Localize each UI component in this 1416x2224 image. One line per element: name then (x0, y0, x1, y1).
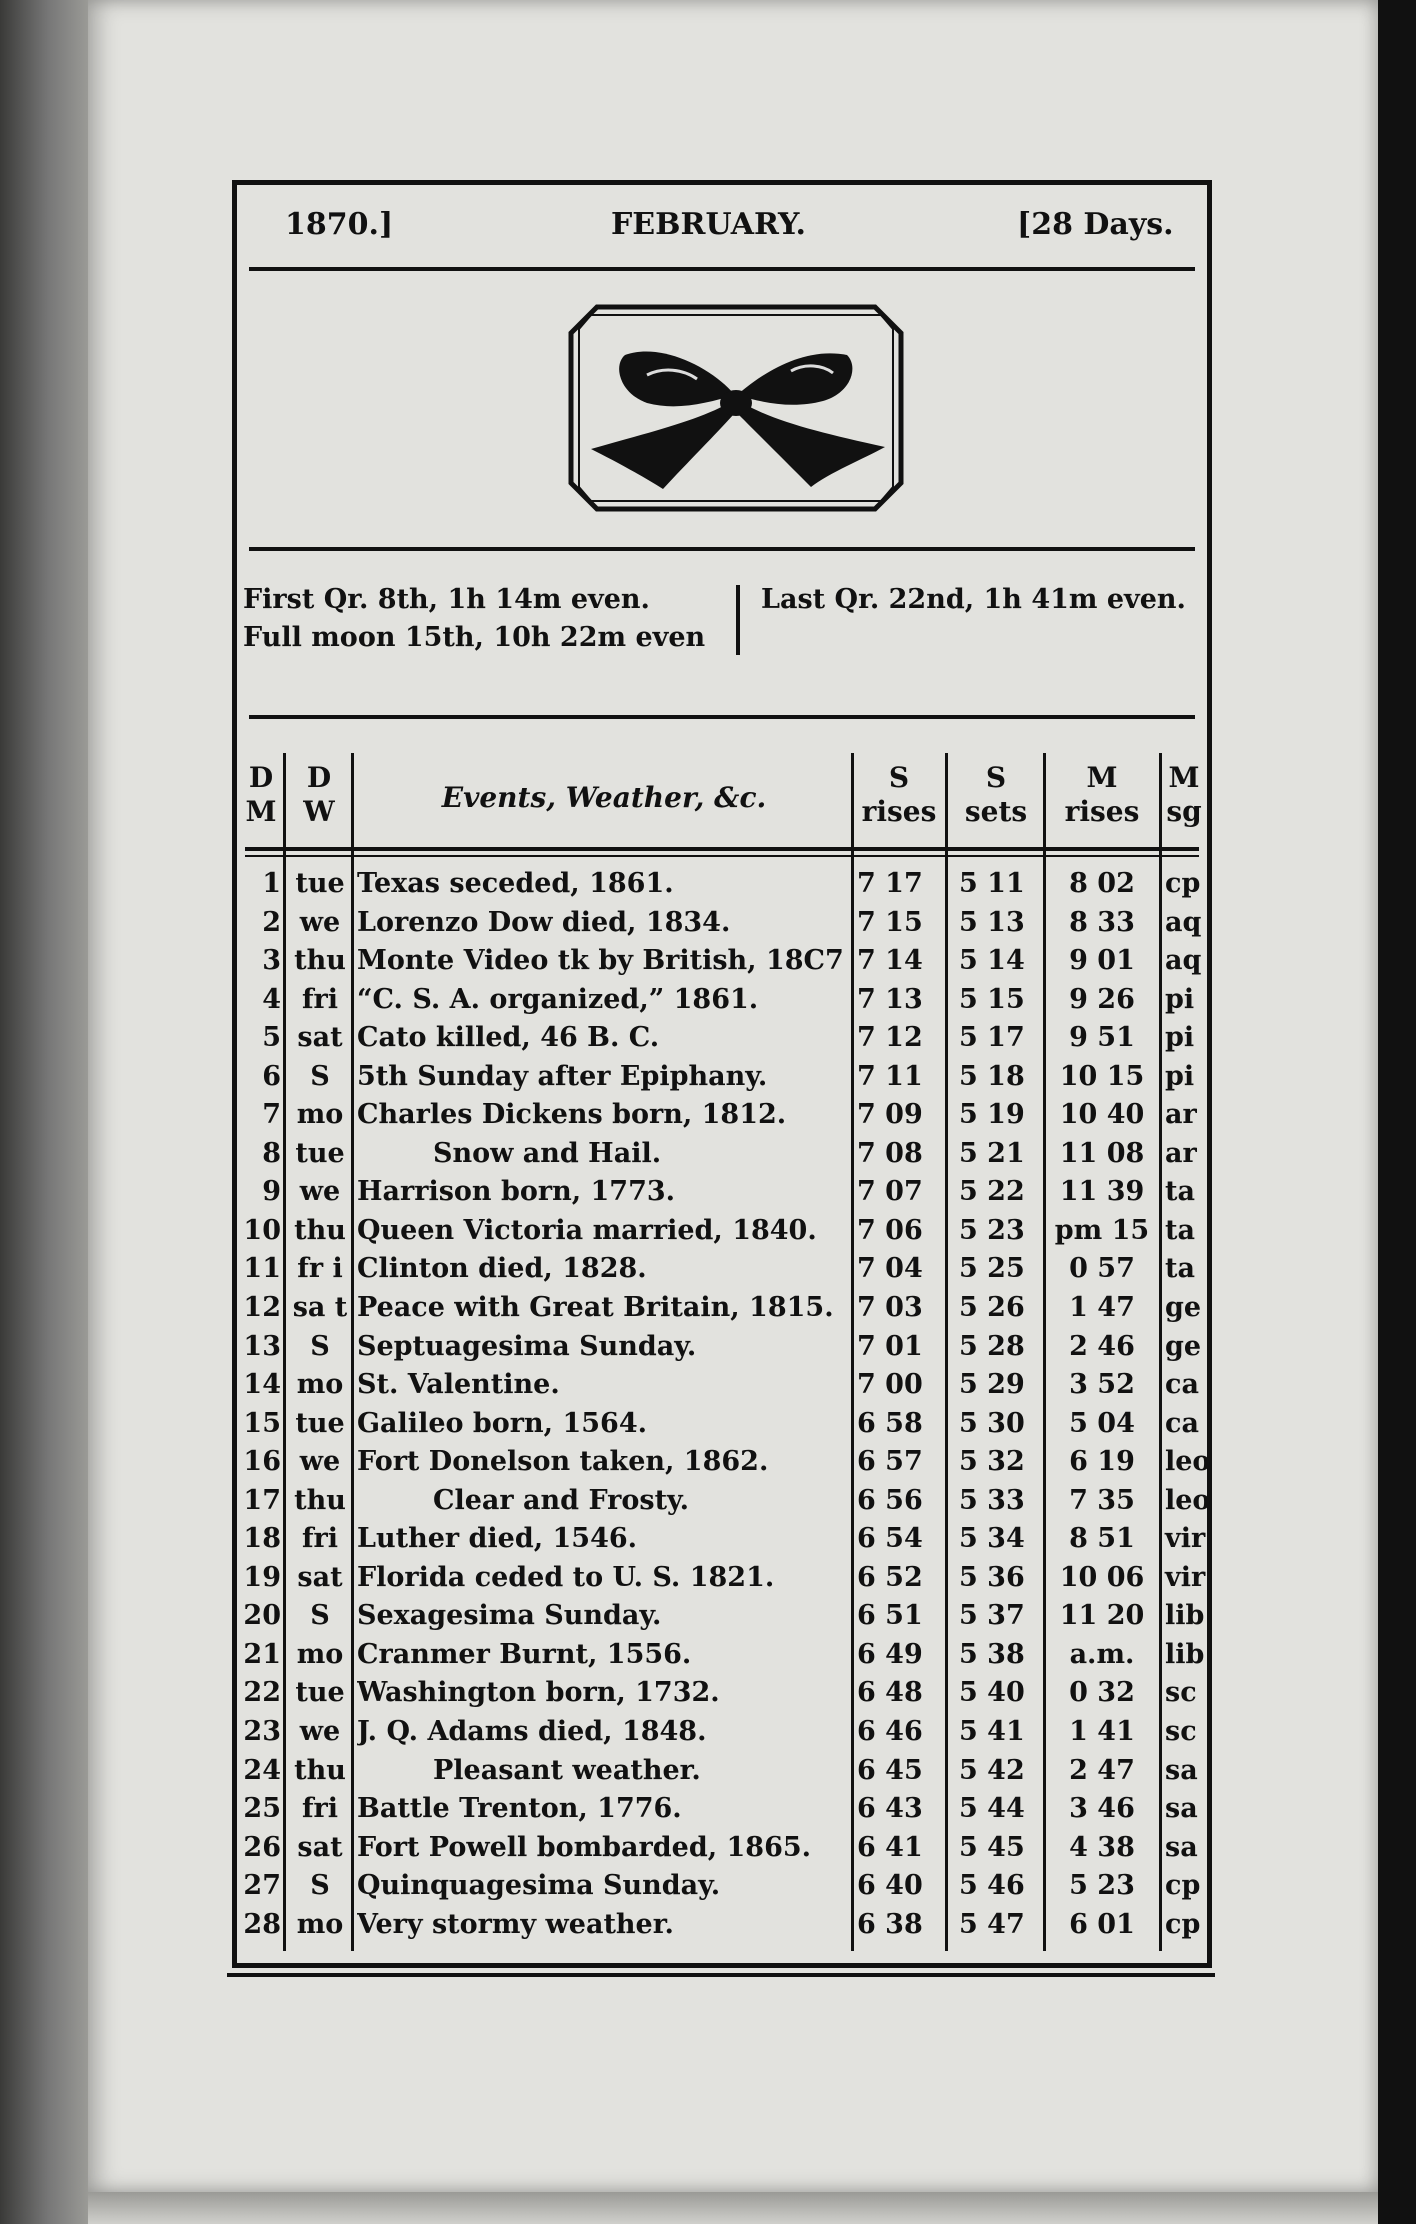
event-text: 5th Sunday after Epiphany. (357, 1060, 768, 1092)
header-dw: D W (303, 761, 335, 828)
first-quarter: First Qr. 8th, 1h 14m even. (243, 584, 650, 615)
sun-rises: 7 15 (857, 906, 923, 938)
moon-rises: 0 57 (1069, 1253, 1135, 1285)
moon-sign: leo (1165, 1446, 1211, 1478)
table-row (237, 1906, 1207, 1945)
moon-sign: pi (1165, 1060, 1195, 1092)
day-of-week: we (299, 1716, 341, 1748)
sun-sets: 5 42 (959, 1754, 1025, 1786)
sun-sets: 5 22 (959, 1176, 1025, 1208)
sun-rises: 6 38 (857, 1908, 923, 1940)
header-sun-sets: S sets (964, 761, 1028, 828)
sun-sets: 5 30 (959, 1407, 1025, 1439)
day-of-month: 26 (243, 1831, 281, 1863)
moon-sign: lib (1165, 1600, 1205, 1632)
day-of-week: thu (294, 1484, 346, 1516)
sun-rises: 6 56 (857, 1484, 923, 1516)
sun-sets: 5 17 (959, 1022, 1025, 1054)
sun-rises: 6 45 (857, 1754, 923, 1786)
sun-sets: 5 47 (959, 1908, 1025, 1940)
moon-sign: ge (1165, 1292, 1202, 1324)
sun-rises: 7 13 (857, 983, 923, 1015)
day-of-month: 18 (243, 1523, 281, 1555)
moon-sign: aq (1165, 945, 1202, 977)
event-text: Peace with Great Britain, 1815. (357, 1292, 834, 1324)
event-text: “C. S. A. organized,” 1861. (357, 983, 759, 1015)
event-text: Harrison born, 1773. (357, 1176, 676, 1208)
calendar-frame (232, 180, 1212, 1968)
table-row (237, 1289, 1207, 1328)
header-rule (249, 267, 1195, 271)
day-of-week: sa t (292, 1292, 348, 1324)
sun-rises: 7 06 (857, 1214, 923, 1246)
day-of-month: 22 (243, 1677, 281, 1709)
moon-sign: pi (1165, 983, 1195, 1015)
month-title: FEBRUARY. (611, 207, 806, 242)
table-row (237, 1867, 1207, 1906)
day-of-month: 2 (262, 906, 281, 938)
day-of-month: 12 (243, 1292, 281, 1324)
sun-sets: 5 28 (959, 1330, 1025, 1362)
day-of-week: tue (295, 1137, 345, 1169)
calendar-header (237, 185, 1207, 263)
almanac-table (237, 753, 1211, 1953)
day-of-week: fri (301, 1523, 339, 1555)
table-row (237, 942, 1207, 981)
sun-sets: 5 14 (959, 945, 1025, 977)
moon-sign: ta (1165, 1214, 1195, 1246)
phases-left (243, 581, 705, 657)
day-of-week: fri (301, 983, 339, 1015)
day-of-week: fri (301, 1793, 339, 1825)
day-of-week: tue (295, 1407, 345, 1439)
day-of-month: 28 (243, 1908, 281, 1940)
moon-sign: sc (1165, 1716, 1197, 1748)
event-text: Sexagesima Sunday. (357, 1600, 662, 1632)
table-row (237, 1674, 1207, 1713)
sun-rises: 6 48 (857, 1677, 923, 1709)
day-of-week: S (310, 1060, 330, 1092)
day-of-month: 21 (243, 1638, 281, 1670)
moon-rises: a.m. (1069, 1638, 1135, 1670)
moon-rises: 7 35 (1069, 1484, 1135, 1516)
moon-rises: 11 08 (1059, 1137, 1145, 1169)
moon-rises: 1 47 (1069, 1292, 1135, 1324)
event-text: Clear and Frosty. (433, 1484, 690, 1516)
day-of-month: 6 (262, 1060, 281, 1092)
event-text: Lorenzo Dow died, 1834. (357, 906, 731, 938)
table-row (237, 1250, 1207, 1289)
phases-rule (249, 715, 1195, 719)
sun-rises: 7 00 (857, 1369, 923, 1401)
day-of-month: 13 (243, 1330, 281, 1362)
day-of-month: 23 (243, 1716, 281, 1748)
day-of-month: 5 (262, 1022, 281, 1054)
sun-rises: 7 09 (857, 1099, 923, 1131)
moon-rises: 10 40 (1059, 1099, 1145, 1131)
sun-sets: 5 23 (959, 1214, 1025, 1246)
event-text: Cato killed, 46 B. C. (357, 1022, 660, 1054)
day-of-week: thu (294, 1214, 346, 1246)
moon-sign: ar (1165, 1137, 1197, 1169)
sun-rises: 6 57 (857, 1446, 923, 1478)
event-text: Clinton died, 1828. (357, 1253, 647, 1285)
day-of-week: mo (296, 1908, 344, 1940)
sun-rises: 7 07 (857, 1176, 923, 1208)
day-of-week: sat (297, 1022, 343, 1054)
moon-rises: 2 47 (1069, 1754, 1135, 1786)
day-of-month: 20 (243, 1600, 281, 1632)
sun-rises: 7 08 (857, 1137, 923, 1169)
sun-sets: 5 19 (959, 1099, 1025, 1131)
event-text: Luther died, 1546. (357, 1523, 638, 1555)
day-of-month: 14 (243, 1369, 281, 1401)
table-header-rule-thin (245, 855, 1199, 857)
event-text: Septuagesima Sunday. (357, 1330, 697, 1362)
day-of-month: 1 (262, 868, 281, 899)
moon-sign: sa (1165, 1831, 1198, 1863)
table-row (237, 1829, 1207, 1868)
sun-sets: 5 40 (959, 1677, 1025, 1709)
moon-rises: 9 26 (1069, 983, 1135, 1015)
page-bottom-edge (88, 2192, 1378, 2224)
table-header (237, 753, 1207, 843)
moon-rises: 8 51 (1069, 1523, 1135, 1555)
sun-rises: 6 51 (857, 1600, 923, 1632)
sun-sets: 5 41 (959, 1716, 1025, 1748)
event-text: Battle Trenton, 1776. (357, 1793, 682, 1825)
day-of-month: 11 (243, 1253, 281, 1285)
event-text: Monte Video tk by British, 18C7 (357, 945, 844, 977)
day-of-month: 27 (243, 1870, 281, 1902)
event-text: Queen Victoria married, 1840. (357, 1214, 817, 1246)
table-row (237, 981, 1207, 1020)
day-of-month: 3 (262, 945, 281, 977)
header-events: Events, Weather, &c. (441, 781, 767, 814)
header-dm: D M (245, 761, 277, 828)
event-text: Quinquagesima Sunday. (357, 1870, 721, 1902)
moon-rises: 8 33 (1069, 906, 1135, 938)
page-edge-shadow (1378, 0, 1416, 2224)
event-text: Cranmer Burnt, 1556. (357, 1638, 692, 1670)
moon-rises: 11 20 (1059, 1600, 1145, 1632)
moon-sign: ca (1165, 1369, 1199, 1401)
event-text: Very stormy weather. (357, 1908, 674, 1940)
day-of-month: 24 (243, 1754, 281, 1786)
moon-rises: 6 19 (1069, 1446, 1135, 1478)
day-of-week: S (310, 1600, 330, 1632)
event-text: Charles Dickens born, 1812. (357, 1099, 787, 1131)
table-row (237, 1790, 1207, 1829)
day-of-month: 15 (243, 1407, 281, 1439)
day-of-week: tue (295, 868, 345, 899)
table-row (237, 1713, 1207, 1752)
sun-rises: 7 03 (857, 1292, 923, 1324)
table-row (237, 1597, 1207, 1636)
moon-rises: 2 46 (1069, 1330, 1135, 1362)
moon-sign: leo (1165, 1484, 1211, 1516)
moon-rises: 5 23 (1069, 1870, 1135, 1902)
sun-sets: 5 34 (959, 1523, 1025, 1555)
table-row (237, 1328, 1207, 1367)
table-row (237, 1058, 1207, 1097)
sun-sets: 5 18 (959, 1060, 1025, 1092)
sun-sets: 5 11 (959, 868, 1025, 899)
table-row (237, 1636, 1207, 1675)
day-of-week: sat (297, 1831, 343, 1863)
sun-rises: 7 04 (857, 1253, 923, 1285)
moon-rises: 8 02 (1069, 868, 1135, 899)
sun-rises: 6 40 (857, 1870, 923, 1902)
table-row (237, 1019, 1207, 1058)
sun-sets: 5 37 (959, 1600, 1025, 1632)
sun-sets: 5 32 (959, 1446, 1025, 1478)
table-row (237, 1096, 1207, 1135)
moon-rises: 0 32 (1069, 1677, 1135, 1709)
sun-rises: 6 58 (857, 1407, 923, 1439)
day-of-week: fr i (297, 1253, 343, 1285)
day-of-week: we (299, 1446, 341, 1478)
table-row (237, 1443, 1211, 1482)
sun-sets: 5 15 (959, 983, 1025, 1015)
moon-rises: 10 15 (1059, 1060, 1145, 1092)
sun-rises: 6 54 (857, 1523, 923, 1555)
day-of-week: we (299, 1176, 341, 1208)
sun-rises: 6 43 (857, 1793, 923, 1825)
sun-sets: 5 29 (959, 1369, 1025, 1401)
table-row (237, 1173, 1207, 1212)
table-row (237, 1482, 1211, 1521)
day-of-month: 25 (243, 1793, 281, 1825)
sun-sets: 5 38 (959, 1638, 1025, 1670)
sun-sets: 5 46 (959, 1870, 1025, 1902)
day-of-month: 17 (243, 1484, 281, 1516)
sun-rises: 6 52 (857, 1561, 923, 1593)
sun-sets: 5 13 (959, 906, 1025, 938)
table-row (237, 1559, 1207, 1598)
header-moon-rises: M rises (1064, 761, 1140, 828)
book-spine (0, 0, 88, 2224)
day-of-month: 8 (262, 1137, 281, 1169)
day-of-week: thu (294, 945, 346, 977)
phases-divider (736, 585, 740, 655)
year-label: 1870.] (285, 207, 394, 242)
moon-rises: 9 01 (1069, 945, 1135, 977)
moon-sign: ta (1165, 1253, 1195, 1285)
day-of-week: mo (296, 1369, 344, 1401)
sun-sets: 5 21 (959, 1137, 1025, 1169)
moon-sign: ar (1165, 1099, 1197, 1131)
sun-sets: 5 36 (959, 1561, 1025, 1593)
moon-sign: aq (1165, 906, 1202, 938)
moon-sign: cp (1165, 868, 1201, 899)
moon-rises: pm 15 (1054, 1214, 1150, 1246)
sun-sets: 5 25 (959, 1253, 1025, 1285)
table-row (237, 865, 1207, 904)
ribbon-bow-illustration (567, 303, 905, 513)
sun-rises: 7 11 (857, 1060, 923, 1092)
moon-sign: vir (1165, 1523, 1206, 1555)
event-text: St. Valentine. (357, 1369, 560, 1401)
event-text: Fort Powell bombarded, 1865. (357, 1831, 812, 1863)
table-body (237, 865, 1211, 1944)
table-row (237, 1366, 1207, 1405)
moon-sign: sa (1165, 1754, 1198, 1786)
event-text: Texas seceded, 1861. (357, 868, 674, 899)
day-of-week: thu (294, 1754, 346, 1786)
moon-sign: lib (1165, 1638, 1205, 1670)
moon-rises: 3 46 (1069, 1793, 1135, 1825)
table-row (237, 1405, 1207, 1444)
day-of-week: we (299, 906, 341, 938)
header-moon-sign: M sg (1166, 761, 1202, 828)
day-of-month: 16 (243, 1446, 281, 1478)
table-row (237, 1752, 1207, 1791)
moon-rises: 9 51 (1069, 1022, 1135, 1054)
day-of-month: 10 (243, 1214, 281, 1246)
event-text: Pleasant weather. (433, 1754, 701, 1786)
last-quarter: Last Qr. 22nd, 1h 41m even. (761, 584, 1186, 615)
day-of-week: S (310, 1330, 330, 1362)
moon-sign: cp (1165, 1870, 1201, 1902)
day-of-week: mo (296, 1099, 344, 1131)
moon-rises: 4 38 (1069, 1831, 1135, 1863)
section-rule (249, 547, 1195, 551)
moon-sign: sc (1165, 1677, 1197, 1709)
sun-rises: 7 01 (857, 1330, 923, 1362)
sun-sets: 5 26 (959, 1292, 1025, 1324)
table-row (237, 1135, 1207, 1174)
moon-rises: 11 39 (1059, 1176, 1145, 1208)
day-of-week: sat (297, 1561, 343, 1593)
sun-sets: 5 33 (959, 1484, 1025, 1516)
table-row (237, 904, 1207, 943)
event-text: Snow and Hail. (433, 1137, 662, 1169)
event-text: Washington born, 1732. (357, 1677, 720, 1709)
table-row (237, 1212, 1207, 1251)
moon-rises: 5 04 (1069, 1407, 1135, 1439)
day-of-month: 19 (243, 1561, 281, 1593)
day-of-week: mo (296, 1638, 344, 1670)
moon-rises: 1 41 (1069, 1716, 1135, 1748)
sun-rises: 6 41 (857, 1831, 923, 1863)
sun-sets: 5 45 (959, 1831, 1025, 1863)
moon-rises: 3 52 (1069, 1369, 1135, 1401)
day-of-week: S (310, 1870, 330, 1902)
sun-rises: 6 49 (857, 1638, 923, 1670)
sun-rises: 7 17 (857, 868, 923, 899)
moon-sign: ca (1165, 1407, 1199, 1439)
header-sun-rises: S rises (861, 761, 937, 828)
moon-sign: sa (1165, 1793, 1198, 1825)
moon-phases (243, 581, 1203, 661)
moon-sign: pi (1165, 1022, 1195, 1054)
day-of-week: tue (295, 1677, 345, 1709)
event-text: Florida ceded to U. S. 1821. (357, 1561, 775, 1593)
moon-sign: vir (1165, 1561, 1206, 1593)
moon-sign: ta (1165, 1176, 1195, 1208)
sun-rises: 6 46 (857, 1716, 923, 1748)
moon-sign: cp (1165, 1908, 1201, 1940)
moon-rises: 10 06 (1059, 1561, 1145, 1593)
sun-rises: 7 14 (857, 945, 923, 977)
day-of-month: 7 (262, 1099, 281, 1131)
day-of-month: 9 (262, 1176, 281, 1208)
event-text: Galileo born, 1564. (357, 1407, 647, 1439)
sun-sets: 5 44 (959, 1793, 1025, 1825)
event-text: Fort Donelson taken, 1862. (357, 1446, 769, 1478)
moon-sign: ge (1165, 1330, 1202, 1362)
day-of-month: 4 (262, 983, 281, 1015)
days-count: [28 Days. (1017, 207, 1174, 242)
table-header-rule (245, 847, 1199, 851)
event-text: J. Q. Adams died, 1848. (357, 1716, 707, 1748)
moon-rises: 6 01 (1069, 1908, 1135, 1940)
table-row (237, 1520, 1207, 1559)
sun-rises: 7 12 (857, 1022, 923, 1054)
full-moon: Full moon 15th, 10h 22m even (243, 622, 706, 653)
